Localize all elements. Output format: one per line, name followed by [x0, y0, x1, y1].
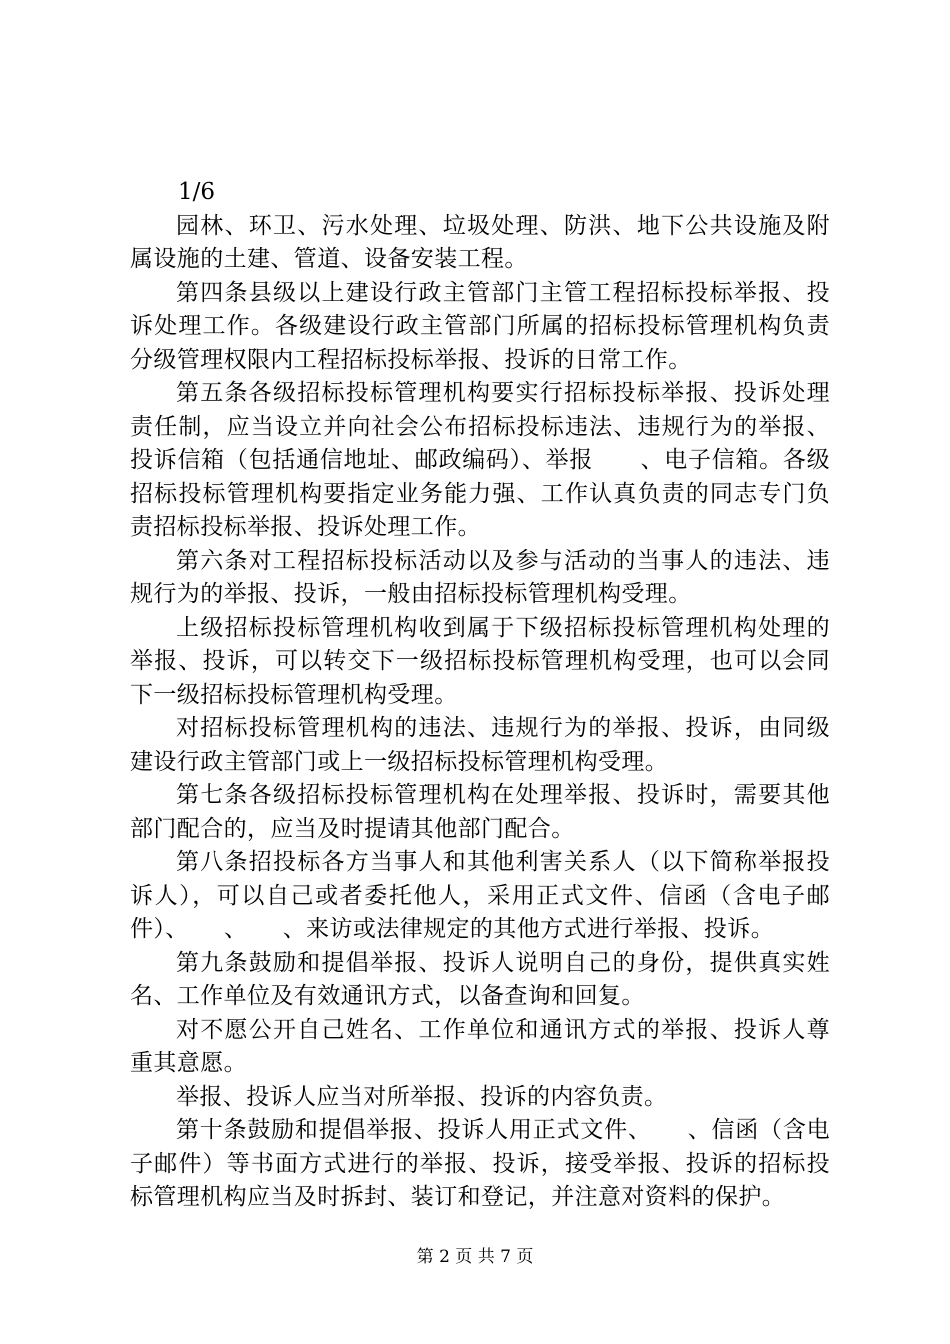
- page-footer: [0, 1242, 950, 1267]
- paragraph: 第十条鼓励和提倡举报、投诉人用正式文件、 、信函（含电子邮件）等书面方式进行的举报、投诉，接受举报、投诉的招标投标管理机构应当及时拆封、装订和登记，并注意对资料的保护。: [130, 1117, 830, 1210]
- document-body: [130, 176, 830, 1215]
- paragraph: 园林、环卫、污水处理、垃圾处理、防洪、地下公共设施及附属设施的土建、管道、设备安装工程。: [130, 212, 830, 272]
- paragraph: 第六条对工程招标投标活动以及参与活动的当事人的违法、违规行为的举报、投诉，一般由招标投标管理机构受理。: [130, 547, 830, 607]
- paragraph: 对招标投标管理机构的违法、违规行为的举报、投诉，由同级建设行政主管部门或上一级招标投标管理机构受理。: [130, 715, 830, 775]
- paragraph: 第七条各级招标投标管理机构在处理举报、投诉时，需要其他部门配合的，应当及时提请其他部门配合。: [130, 782, 830, 842]
- page-marker: 1/6: [178, 179, 216, 205]
- paragraph: 第九条鼓励和提倡举报、投诉人说明自己的身份，提供真实姓名、工作单位及有效通讯方式，以备查询和回复。: [130, 949, 830, 1009]
- paragraph: 上级招标投标管理机构收到属于下级招标投标管理机构处理的举报、投诉，可以转交下一级招标投标管理机构受理，也可以会同下一级招标投标管理机构受理。: [130, 614, 830, 708]
- paragraph: 对不愿公开自己姓名、工作单位和通讯方式的举报、投诉人尊重其意愿。: [130, 1016, 830, 1076]
- paragraph: 举报、投诉人应当对所举报、投诉的内容负责。: [176, 1083, 668, 1110]
- page-number-label: 第 2 页 共 7 页: [416, 1247, 534, 1267]
- paragraph: 第四条县级以上建设行政主管部门主管工程招标投标举报、投诉处理工作。各级建设行政主管部门所属的招标投标管理机构负责分级管理权限内工程招标投标举报、投诉的日常工作。: [130, 279, 830, 373]
- paragraph: 第五条各级招标投标管理机构要实行招标投标举报、投诉处理责任制，应当设立并向社会公布招标投标违法、违规行为的举报、投诉信箱（包括通信地址、邮政编码）、举报 、电子信箱。各级招标投标管理机构要指定业务能力强、工作认真负责的同志专门负责招标投标举报、投诉处理工作。: [130, 380, 830, 540]
- paragraph: 第八条招投标各方当事人和其他利害关系人（以下简称举报投诉人），可以自己或者委托他人，采用正式文件、信函（含电子邮件）、 、 、来访或法律规定的其他方式进行举报、投诉。: [130, 849, 830, 942]
